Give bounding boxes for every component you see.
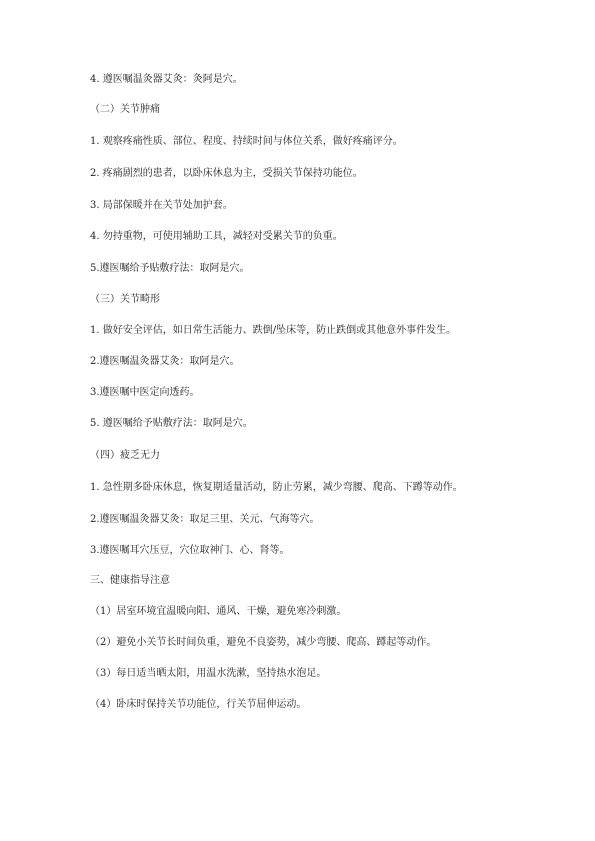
item-3-drug-penetration: 3.遵医嘱中医定向透药。 — [90, 387, 200, 398]
item-2-moxibustion-points: 2.遵医嘱温灸器艾灸：取足三里、关元、气海等穴。 — [90, 514, 320, 525]
guidance-2: （2）避免小关节长时间负重，避免不良姿势，减少弯腰、爬高、蹲起等动作。 — [90, 637, 437, 648]
heading-fatigue: （四）疲乏无力 — [90, 450, 160, 461]
heading-joint-deformity: （三）关节畸形 — [90, 294, 160, 305]
item-5-application: 5.遵医嘱给予贴敷疗法：取阿是穴。 — [90, 263, 250, 274]
item-5-application-2: 5. 遵医嘱给予贴敷疗法：取阿是穴。 — [90, 418, 253, 429]
item-1-pain-assessment: 1. 观察疼痛性质、部位、程度、持续时间与体位关系，做好疼痛评分。 — [90, 136, 403, 147]
item-2-moxibustion: 2.遵医嘱温灸器艾灸：取阿是穴。 — [90, 356, 240, 367]
guidance-4: （4）卧床时保持关节功能位，行关节屈伸运动。 — [90, 699, 307, 710]
guidance-1: （1）居室环境宜温暖向阳、通风、干燥，避免寒冷刺激。 — [90, 606, 347, 617]
item-3-warmth: 3. 局部保暖并在关节处加护套。 — [90, 200, 233, 211]
item-4-load: 4. 勿持重物，可使用辅助工具，减轻对受累关节的负重。 — [90, 231, 343, 242]
item-4-moxibustion: 4. 遵医嘱温灸器艾灸：灸阿是穴。 — [90, 74, 243, 85]
heading-joint-swelling: （二）关节肿痛 — [90, 104, 160, 115]
item-1-safety-assessment: 1. 做好安全评估，如日常生活能力、跌倒/坠床等，防止跌倒或其他意外事件发生。 — [90, 325, 457, 336]
item-2-bed-rest: 2. 疼痛剧烈的患者，以卧床休息为主，受损关节保持功能位。 — [90, 168, 363, 179]
guidance-3: （3）每日适当晒太阳，用温水洗漱，坚持热水泡足。 — [90, 668, 327, 679]
item-3-ear-acupressure: 3.遵医嘱耳穴压豆，穴位取神门、心、肾等。 — [90, 545, 290, 556]
heading-health-guidance: 三、健康指导注意 — [90, 575, 170, 586]
item-1-rest: 1. 急性期多卧床休息，恢复期适量活动，防止劳累，减少弯腰、爬高、下蹲等动作。 — [90, 482, 463, 493]
